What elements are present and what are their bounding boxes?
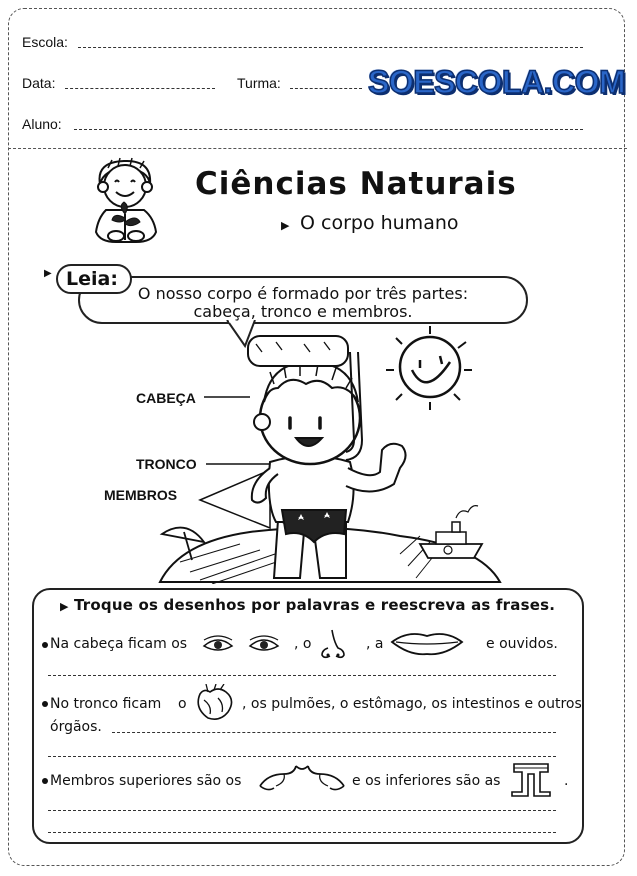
- exercise-instruction: Troque os desenhos por palavras e reescreva as frases.: [74, 596, 556, 614]
- page-title: Ciências Naturais: [195, 166, 517, 202]
- leia-arrow-icon: ▶: [44, 268, 52, 279]
- bullet-2: [42, 701, 48, 707]
- s3-text-1: Membros superiores são os: [50, 773, 242, 789]
- aluno-label: Aluno:: [22, 116, 62, 132]
- instruction-arrow-icon: ▶: [60, 600, 69, 613]
- boy-with-plant-illustration: [86, 156, 166, 248]
- beach-boy-illustration: [100, 322, 540, 584]
- page-subtitle: O corpo humano: [300, 212, 459, 234]
- s3-text-3: .: [564, 773, 569, 789]
- label-membros: MEMBROS: [104, 487, 178, 503]
- leia-label: Leia:: [66, 268, 118, 290]
- escola-label: Escola:: [22, 34, 68, 50]
- turma-field[interactable]: [290, 88, 362, 89]
- brand-logo: SOESCOLA.COM: [368, 64, 626, 100]
- nose-icon: [314, 628, 352, 660]
- bullet-3: [42, 778, 48, 784]
- answer-line-2b[interactable]: [48, 756, 556, 757]
- s1-text-3: , a: [366, 636, 384, 652]
- answer-line-2a[interactable]: [112, 732, 556, 733]
- heart-icon: [190, 684, 240, 722]
- s2-text-4: órgãos.: [50, 719, 102, 735]
- mouth-icon: [390, 628, 464, 658]
- sun-icon: [386, 326, 472, 410]
- triangle-bullet-icon: ▶: [281, 219, 290, 232]
- legs-icon: [508, 762, 556, 798]
- escola-field[interactable]: [78, 47, 583, 48]
- answer-line-3b[interactable]: [48, 832, 556, 833]
- data-label: Data:: [22, 75, 56, 91]
- s1-text-1: Na cabeça ficam os: [50, 636, 188, 652]
- s3-text-2: e os inferiores são as: [352, 773, 501, 789]
- eyes-icon: [200, 634, 284, 656]
- data-field[interactable]: [65, 88, 215, 89]
- s2-text-2: o: [178, 696, 187, 712]
- turma-label: Turma:: [237, 75, 281, 91]
- arms-icon: [256, 764, 348, 794]
- s1-text-2: , o: [294, 636, 312, 652]
- answer-line-1[interactable]: [48, 675, 556, 676]
- s2-text-1: No tronco ficam: [50, 696, 162, 712]
- bullet-1: [42, 642, 48, 648]
- s1-text-4: e ouvidos.: [486, 636, 558, 652]
- reading-line-1: O nosso corpo é formado por três partes:: [137, 284, 469, 303]
- reading-line-2: cabeça, tronco e membros.: [193, 302, 413, 321]
- label-cabeca: CABEÇA: [136, 390, 196, 406]
- label-tronco: TRONCO: [136, 456, 197, 472]
- answer-line-3a[interactable]: [48, 810, 556, 811]
- exercise-box: [32, 588, 584, 844]
- aluno-field[interactable]: [74, 129, 583, 130]
- s2-text-3: , os pulmões, o estômago, os intestinos e outros: [242, 696, 582, 712]
- header-divider: [8, 148, 627, 149]
- boat-icon: [420, 506, 482, 558]
